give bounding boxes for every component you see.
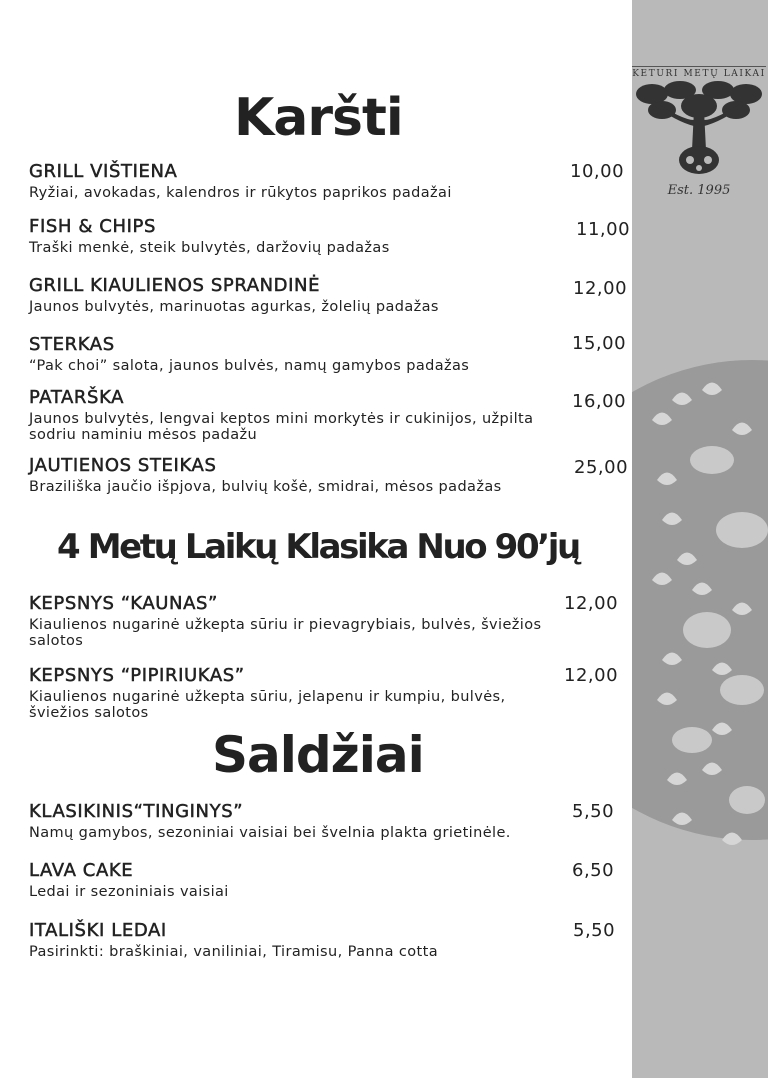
menu-item-name: ITALIŠKI LEDAI (29, 920, 167, 941)
menu-item (29, 216, 569, 256)
menu-item (29, 801, 569, 841)
section-title-classics: 4 Metų Laikų Klasika Nuo 90’jų (57, 527, 579, 567)
menu-item (29, 455, 569, 495)
menu-item (29, 665, 569, 721)
menu-item-price: 25,00 (574, 457, 629, 478)
menu-item-name: GRILL KIAULIENOS SPRANDINĖ (29, 275, 321, 296)
menu-item (29, 920, 569, 960)
menu-item (29, 387, 569, 443)
menu-item-description: Traški menkė, steik bulvytės, daržovių padažas (29, 240, 390, 256)
menu-item-price: 5,50 (572, 801, 615, 822)
menu-item-price: 5,50 (573, 920, 616, 941)
tree-logo-icon (632, 80, 766, 180)
menu-item-price: 11,00 (576, 219, 631, 240)
menu-item-description: Pasirinkti: braškiniai, vaniliniai, Tiramisu, Panna cotta (29, 944, 438, 960)
menu-item-price: 10,00 (570, 161, 625, 182)
menu-item-price: 12,00 (564, 665, 619, 686)
menu-item (29, 593, 569, 649)
menu-item-description: Namų gamybos, sezoniniai vaisiai bei švelnia plakta grietinėle. (29, 825, 511, 841)
menu-item-description: Jaunos bulvytės, marinuotas agurkas, žolelių padažas (29, 299, 439, 315)
menu-item-price: 12,00 (573, 278, 628, 299)
menu-item-description: Jaunos bulvytės, lengvai keptos mini morkytės ir cukinijos, užpilta sodriu naminiu mėsos padažu (29, 411, 534, 443)
section-title-desserts: Saldžiai (212, 726, 424, 784)
logo-name: KETURI METŲ LAIKAI (632, 66, 766, 79)
menu-item (29, 334, 569, 374)
menu-item-name: JAUTIENOS STEIKAS (29, 455, 217, 476)
menu-item-description: Kiaulienos nugarinė užkepta sūriu, jelapenu ir kumpiu, bulvės, šviežios salotos (29, 689, 506, 721)
menu-item-name: STERKAS (29, 334, 115, 355)
menu-item-name: GRILL VIŠTIENA (29, 161, 178, 182)
menu-item-description: Ledai ir sezoniniais vaisiai (29, 884, 229, 900)
menu-item-price: 16,00 (572, 391, 627, 412)
menu-item (29, 161, 569, 201)
menu-item-description: Ryžiai, avokadas, kalendros ir rūkytos paprikos padažai (29, 185, 452, 201)
logo-established: Est. 1995 (667, 183, 731, 198)
menu-item-description: Braziliška jaučio išpjova, bulvių košė, smidrai, mėsos padažas (29, 479, 502, 495)
menu-item-name: KLASIKINIS“TINGINYS” (29, 801, 244, 822)
menu-item-price: 12,00 (564, 593, 619, 614)
floral-ornament-icon (632, 340, 768, 940)
menu-item-name: PATARŠKA (29, 387, 125, 408)
menu-item-price: 15,00 (572, 333, 627, 354)
section-title-hot: Karšti (234, 88, 403, 148)
menu-item-price: 6,50 (572, 860, 615, 881)
menu-item-name: KEPSNYS “KAUNAS” (29, 593, 218, 614)
menu-item (29, 860, 569, 900)
menu-item-description: Kiaulienos nugarinė užkepta sūriu ir pievagrybiais, bulvės, šviežios salotos (29, 617, 542, 649)
menu-item-description: “Pak choi” salota, jaunos bulvės, namų gamybos padažas (29, 358, 470, 374)
menu-item-name: FISH & CHIPS (29, 216, 156, 237)
menu-item-name: LAVA CAKE (29, 860, 134, 881)
menu-item-name: KEPSNYS “PIPIRIUKAS” (29, 665, 245, 686)
menu-item (29, 275, 569, 315)
